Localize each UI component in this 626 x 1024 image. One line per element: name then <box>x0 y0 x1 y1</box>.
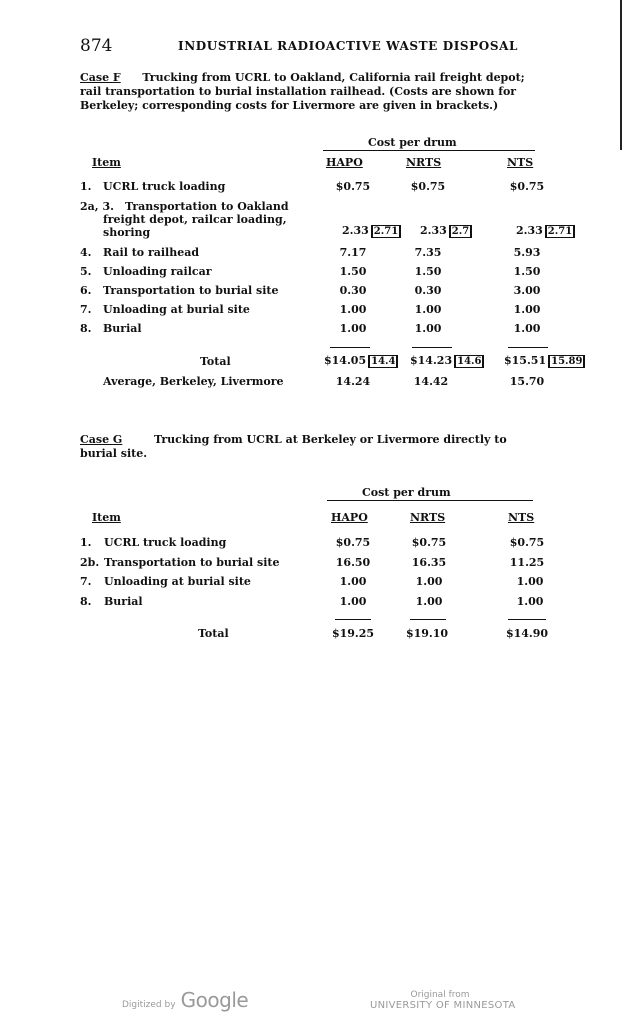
average-hapo: 14.24 <box>335 375 371 388</box>
case-f-desc-line3: Berkeley; corresponding costs for Livermore are given in brackets.) <box>80 99 499 112</box>
case-g-cost-rule <box>327 500 533 501</box>
row-number: 7. <box>80 303 92 316</box>
cell-nts: 1.00 <box>513 303 541 316</box>
case-f-heading <box>80 70 525 85</box>
total-nts: $14.90 <box>505 627 549 640</box>
case-g-col-hapo: HAPO <box>331 511 368 524</box>
case-f-desc-line1: Trucking from UCRL to Oakland, California rail freight depot; <box>142 71 525 84</box>
cell-nrts: 2.33 2.7 <box>420 224 472 237</box>
digitized-by-text: Digitized by <box>122 1000 176 1010</box>
cell-nrts: 1.50 <box>414 265 442 278</box>
case-g-item-header: Item <box>92 511 121 524</box>
average-label: Average, Berkeley, Livermore <box>103 375 284 388</box>
case-f-cost-header: Cost per drum <box>368 136 457 149</box>
cell-nts: 1.50 <box>513 265 541 278</box>
institution-name: UNIVERSITY OF MINNESOTA <box>370 1000 516 1011</box>
cell-nts: 5.93 <box>513 246 541 259</box>
total-hapo: $19.25 <box>331 627 375 640</box>
row-label-line2: freight depot, railcar loading, <box>103 213 287 226</box>
row-number: 5. <box>80 265 92 278</box>
row-label: Rail to railhead <box>103 246 200 259</box>
sum-rule-nrts <box>412 347 452 348</box>
cell-nts: 1.00 <box>513 322 541 335</box>
row-number: 1. <box>80 180 92 193</box>
livermore-bracket: 15.89 <box>548 355 585 368</box>
row-number: 1. <box>80 536 92 549</box>
cell-hapo: 0.30 <box>339 284 367 297</box>
case-g-desc-line2: burial site. <box>80 447 148 460</box>
row-label-line3: shoring <box>103 226 151 239</box>
row-number: 8. <box>80 322 92 335</box>
livermore-bracket: 2.71 <box>371 225 401 238</box>
running-title: INDUSTRIAL RADIOACTIVE WASTE DISPOSAL <box>178 39 519 53</box>
google-logo: Google <box>180 988 249 1012</box>
row-label: UCRL truck loading <box>103 180 226 193</box>
original-from <box>370 990 516 1011</box>
cell-nrts: 1.00 <box>414 303 442 316</box>
cell-hapo: 1.00 <box>339 322 367 335</box>
row-label: Transportation to burial site <box>104 556 280 569</box>
cell-nts: 1.00 <box>516 575 544 588</box>
sum-rule-nts <box>508 619 546 620</box>
livermore-bracket: 14.4 <box>368 355 398 368</box>
case-f-cost-rule <box>323 150 535 151</box>
row-number: 8. <box>80 595 92 608</box>
cell-hapo: $0.75 <box>335 180 371 193</box>
cell-nrts: 1.00 <box>414 322 442 335</box>
cell-hapo: 1.50 <box>339 265 367 278</box>
row-number: 2b. <box>80 556 100 569</box>
cell-hapo: 1.00 <box>339 595 367 608</box>
cell-nts: 3.00 <box>513 284 541 297</box>
row-label: Unloading at burial site <box>104 575 251 588</box>
total-nrts: $19.10 <box>405 627 449 640</box>
cell-nrts: 16.35 <box>411 556 447 569</box>
case-g-desc-line1: Trucking from UCRL at Berkeley or Livermore directly to <box>154 433 507 446</box>
cell-nts: $0.75 <box>509 180 545 193</box>
average-nts: 15.70 <box>509 375 545 388</box>
row-number: 2a, 3. <box>80 200 114 213</box>
cell-nts: $0.75 <box>509 536 545 549</box>
case-g-col-nrts: NRTS <box>410 511 446 524</box>
total-label: Total <box>198 627 229 640</box>
cell-nts: 11.25 <box>509 556 545 569</box>
digitized-by-google <box>122 988 248 1012</box>
cell-nrts: 0.30 <box>414 284 442 297</box>
sum-rule-hapo <box>330 347 370 348</box>
row-label: Transportation to burial site <box>103 284 279 297</box>
original-from-text: Original from <box>410 990 470 1000</box>
cell-hapo: 16.50 <box>335 556 371 569</box>
row-label: Unloading railcar <box>103 265 212 278</box>
row-label: Unloading at burial site <box>103 303 250 316</box>
case-f-desc-line2: rail transportation to burial installation railhead. (Costs are shown for <box>80 85 517 98</box>
cell-hapo: 1.00 <box>339 303 367 316</box>
row-label: Burial <box>103 322 142 335</box>
case-f-col-hapo: HAPO <box>326 156 363 169</box>
total-nrts: $14.23 14.6 <box>410 354 484 367</box>
row-label: UCRL truck loading <box>104 536 227 549</box>
case-f-col-nrts: NRTS <box>406 156 442 169</box>
case-g-heading <box>80 432 507 447</box>
case-f-item-header: Item <box>92 156 121 169</box>
cell-nrts: $0.75 <box>411 536 447 549</box>
row-label-line1: Transportation to Oakland <box>125 200 289 213</box>
row-number: 4. <box>80 246 92 259</box>
cell-hapo: 2.33 2.71 <box>342 224 401 237</box>
sum-rule-nts <box>508 347 548 348</box>
row-label: Burial <box>104 595 143 608</box>
row-number: 6. <box>80 284 92 297</box>
total-hapo: $14.05 14.4 <box>324 354 398 367</box>
row-number: 7. <box>80 575 92 588</box>
page-edge-line <box>620 0 622 150</box>
page-number: 874 <box>80 36 113 56</box>
case-f-label: Case F <box>80 71 121 84</box>
livermore-bracket: 14.6 <box>454 355 484 368</box>
cell-nts: 2.33 2.71 <box>516 224 575 237</box>
cell-hapo: $0.75 <box>335 536 371 549</box>
case-f-col-nts: NTS <box>507 156 534 169</box>
cell-hapo: 7.17 <box>339 246 367 259</box>
total-label: Total <box>200 355 231 368</box>
livermore-bracket: 2.7 <box>449 225 472 238</box>
cell-hapo: 1.00 <box>339 575 367 588</box>
case-g-label: Case G <box>80 433 123 446</box>
livermore-bracket: 2.71 <box>545 225 575 238</box>
case-g-cost-header: Cost per drum <box>362 486 451 499</box>
cell-nts: 1.00 <box>516 595 544 608</box>
cell-nrts: 7.35 <box>414 246 442 259</box>
sum-rule-hapo <box>335 619 371 620</box>
cell-nrts: 1.00 <box>415 575 443 588</box>
cell-nrts: $0.75 <box>410 180 446 193</box>
total-nts: $15.51 15.89 <box>504 354 585 367</box>
case-g-col-nts: NTS <box>508 511 535 524</box>
average-nrts: 14.42 <box>413 375 449 388</box>
cell-nrts: 1.00 <box>415 595 443 608</box>
sum-rule-nrts <box>410 619 446 620</box>
